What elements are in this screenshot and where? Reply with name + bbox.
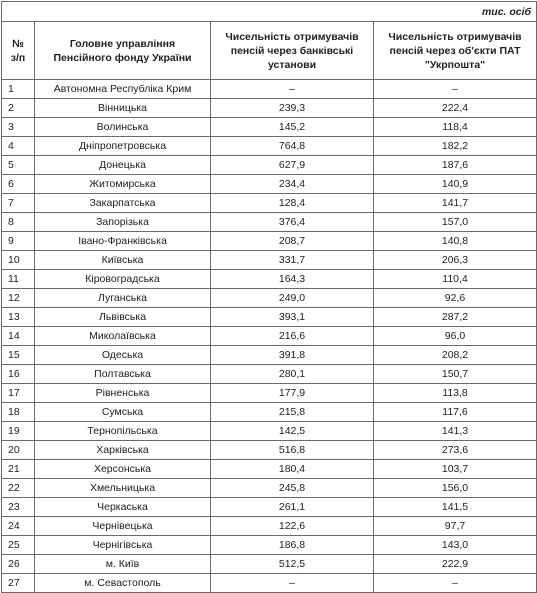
region-name: Полтавська — [35, 365, 211, 384]
table-row — [2, 365, 537, 384]
table-row — [2, 479, 537, 498]
post-value: 96,0 — [374, 327, 537, 346]
banks-value: 186,8 — [211, 536, 374, 555]
table-body — [2, 80, 537, 593]
post-value: – — [374, 80, 537, 99]
row-number: 19 — [2, 422, 35, 441]
row-number: 6 — [2, 175, 35, 194]
region-name: Тернопільська — [35, 422, 211, 441]
post-value: 141,5 — [374, 498, 537, 517]
post-value: 156,0 — [374, 479, 537, 498]
post-value: 103,7 — [374, 460, 537, 479]
banks-value: 180,4 — [211, 460, 374, 479]
row-number: 5 — [2, 156, 35, 175]
banks-value: – — [211, 80, 374, 99]
post-value: 187,6 — [374, 156, 537, 175]
row-number: 17 — [2, 384, 35, 403]
post-value: 140,8 — [374, 232, 537, 251]
post-value: 182,2 — [374, 137, 537, 156]
table-row — [2, 384, 537, 403]
header-post: Чисельність отримувачів пенсій через об'єкти ПАТ "Укрпошта" — [374, 22, 537, 80]
region-name: Дніпропетровська — [35, 137, 211, 156]
row-number: 15 — [2, 346, 35, 365]
row-number: 13 — [2, 308, 35, 327]
post-value: 117,6 — [374, 403, 537, 422]
row-number: 7 — [2, 194, 35, 213]
post-value: 141,3 — [374, 422, 537, 441]
table-row — [2, 80, 537, 99]
table-row — [2, 99, 537, 118]
post-value: 287,2 — [374, 308, 537, 327]
row-number: 25 — [2, 536, 35, 555]
post-value: – — [374, 574, 537, 593]
table-row — [2, 156, 537, 175]
post-value: 143,0 — [374, 536, 537, 555]
post-value: 222,4 — [374, 99, 537, 118]
row-number: 1 — [2, 80, 35, 99]
banks-value: 393,1 — [211, 308, 374, 327]
post-value: 208,2 — [374, 346, 537, 365]
row-number: 11 — [2, 270, 35, 289]
region-name: м. Київ — [35, 555, 211, 574]
banks-value: 208,7 — [211, 232, 374, 251]
row-number: 2 — [2, 99, 35, 118]
header-region: Головне управління Пенсійного фонду України — [35, 22, 211, 80]
table-row — [2, 118, 537, 137]
banks-value: 516,8 — [211, 441, 374, 460]
region-name: Хмельницька — [35, 479, 211, 498]
region-name: Кіровоградська — [35, 270, 211, 289]
row-number: 20 — [2, 441, 35, 460]
banks-value: 234,4 — [211, 175, 374, 194]
row-number: 23 — [2, 498, 35, 517]
row-number: 27 — [2, 574, 35, 593]
region-name: Чернівецька — [35, 517, 211, 536]
row-number: 8 — [2, 213, 35, 232]
region-name: Волинська — [35, 118, 211, 137]
post-value: 118,4 — [374, 118, 537, 137]
post-value: 110,4 — [374, 270, 537, 289]
row-number: 18 — [2, 403, 35, 422]
banks-value: 216,6 — [211, 327, 374, 346]
post-value: 92,6 — [374, 289, 537, 308]
table-row — [2, 175, 537, 194]
region-name: Івано-Франківська — [35, 232, 211, 251]
post-value: 222,9 — [374, 555, 537, 574]
row-number: 4 — [2, 137, 35, 156]
header-banks: Чисельність отримувачів пенсій через банківські установи — [211, 22, 374, 80]
table-row — [2, 460, 537, 479]
table-row — [2, 137, 537, 156]
region-name: Закарпатська — [35, 194, 211, 213]
table-row — [2, 213, 537, 232]
table-row — [2, 251, 537, 270]
row-number: 3 — [2, 118, 35, 137]
row-number: 16 — [2, 365, 35, 384]
region-name: Житомирська — [35, 175, 211, 194]
row-number: 24 — [2, 517, 35, 536]
region-name: Донецька — [35, 156, 211, 175]
banks-value: 391,8 — [211, 346, 374, 365]
region-name: Сумська — [35, 403, 211, 422]
post-value: 113,8 — [374, 384, 537, 403]
banks-value: 128,4 — [211, 194, 374, 213]
row-number: 21 — [2, 460, 35, 479]
region-name: Вінницька — [35, 99, 211, 118]
region-name: Харківська — [35, 441, 211, 460]
table-row — [2, 574, 537, 593]
banks-value: 164,3 — [211, 270, 374, 289]
row-number: 10 — [2, 251, 35, 270]
post-value: 157,0 — [374, 213, 537, 232]
table-row — [2, 270, 537, 289]
table-row — [2, 422, 537, 441]
region-name: Львівська — [35, 308, 211, 327]
region-name: Автономна Республіка Крим — [35, 80, 211, 99]
banks-value: 280,1 — [211, 365, 374, 384]
banks-value: – — [211, 574, 374, 593]
banks-value: 122,6 — [211, 517, 374, 536]
post-value: 140,9 — [374, 175, 537, 194]
banks-value: 145,2 — [211, 118, 374, 137]
region-name: Київська — [35, 251, 211, 270]
region-name: Миколаївська — [35, 327, 211, 346]
post-value: 97,7 — [374, 517, 537, 536]
post-value: 141,7 — [374, 194, 537, 213]
table-row — [2, 289, 537, 308]
unit-label: тис. осіб — [2, 2, 537, 22]
table-row — [2, 517, 537, 536]
post-value: 150,7 — [374, 365, 537, 384]
pension-recipients-table — [1, 1, 537, 593]
post-value: 273,6 — [374, 441, 537, 460]
banks-value: 261,1 — [211, 498, 374, 517]
banks-value: 764,8 — [211, 137, 374, 156]
row-number: 9 — [2, 232, 35, 251]
banks-value: 239,3 — [211, 99, 374, 118]
row-number: 14 — [2, 327, 35, 346]
header-number: № з/п — [2, 22, 35, 80]
region-name: Одеська — [35, 346, 211, 365]
table-row — [2, 194, 537, 213]
table-row — [2, 536, 537, 555]
region-name: Запорізька — [35, 213, 211, 232]
banks-value: 627,9 — [211, 156, 374, 175]
header-row — [2, 22, 537, 80]
region-name: Луганська — [35, 289, 211, 308]
banks-value: 177,9 — [211, 384, 374, 403]
banks-value: 245,8 — [211, 479, 374, 498]
region-name: Рівненська — [35, 384, 211, 403]
post-value: 206,3 — [374, 251, 537, 270]
table-row — [2, 441, 537, 460]
region-name: м. Севастополь — [35, 574, 211, 593]
banks-value: 331,7 — [211, 251, 374, 270]
banks-value: 215,8 — [211, 403, 374, 422]
table-row — [2, 308, 537, 327]
table-row — [2, 555, 537, 574]
table-row — [2, 232, 537, 251]
table-row — [2, 346, 537, 365]
banks-value: 249,0 — [211, 289, 374, 308]
table-row — [2, 327, 537, 346]
region-name: Черкаська — [35, 498, 211, 517]
row-number: 26 — [2, 555, 35, 574]
region-name: Херсонська — [35, 460, 211, 479]
row-number: 22 — [2, 479, 35, 498]
banks-value: 512,5 — [211, 555, 374, 574]
banks-value: 376,4 — [211, 213, 374, 232]
unit-row — [2, 2, 537, 22]
region-name: Чернігівська — [35, 536, 211, 555]
table-row — [2, 498, 537, 517]
banks-value: 142,5 — [211, 422, 374, 441]
table-row — [2, 403, 537, 422]
row-number: 12 — [2, 289, 35, 308]
